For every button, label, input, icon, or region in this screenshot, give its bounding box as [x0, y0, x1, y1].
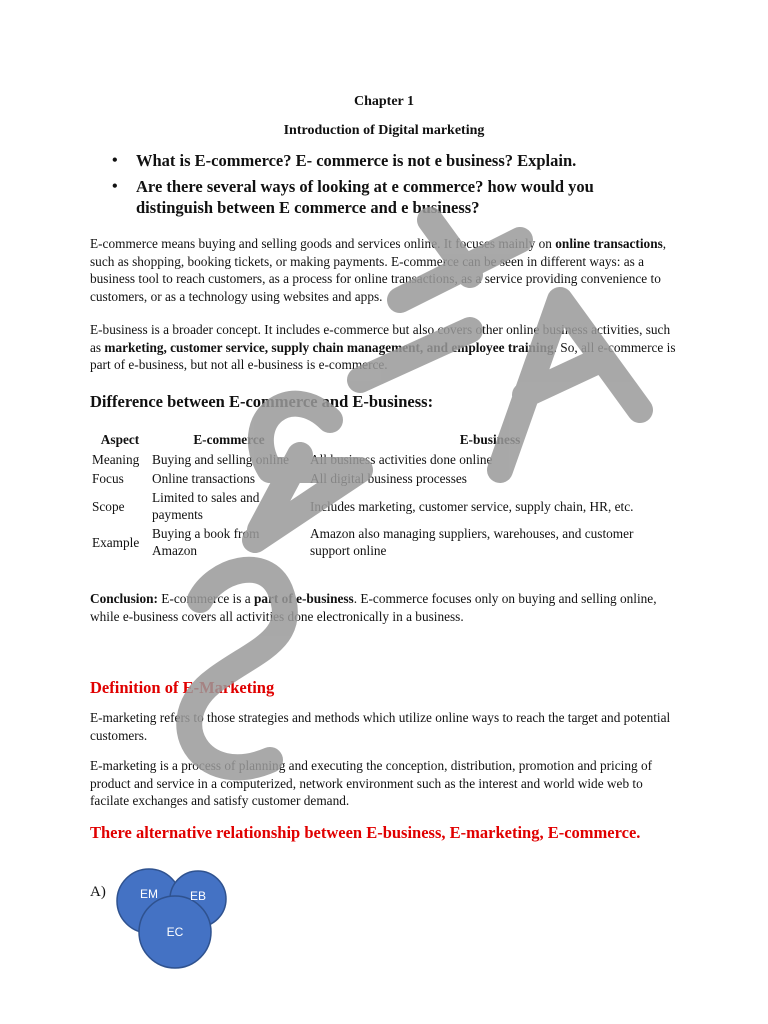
- table-row: [90, 450, 672, 469]
- table-header-cell: E-business: [459, 432, 521, 447]
- question-list: [110, 150, 670, 223]
- emarketing-heading: Definition of E-Marketing: [90, 678, 275, 697]
- table-header-row: [90, 430, 672, 450]
- table-cell: Amazon also managing suppliers, warehouses, and customer support online: [310, 526, 634, 558]
- ebusiness-paragraph: E-business is a broader concept. It includes e-commerce but also covers other online business activities, such as marketing, customer service, supply chain management, and employee training. So, all e-commerce is part of e-business, but not all e-business is e-commerce.: [90, 322, 676, 372]
- diagram-label: A): [90, 884, 106, 900]
- question-item: • What is E-commerce? E- commerce is not e business? Explain.: [112, 151, 577, 170]
- table-cell: Focus: [92, 471, 124, 486]
- comparison-table: [90, 430, 672, 560]
- question-item: • Are there several ways of looking at e commerce? how would you distinguish between E commerce and e business?: [112, 177, 594, 217]
- bullet-icon: •: [112, 152, 118, 169]
- em-circle-label: EM: [140, 887, 158, 901]
- table-header-cell: Aspect: [100, 432, 140, 447]
- bullet-icon: •: [112, 178, 118, 195]
- relationship-diagram: [108, 868, 268, 978]
- emarketing-paragraph-2: E-marketing is a process of planning and executing the conception, distribution, promotion and pricing of product and service in a computerized, network environment such as the interest and world wide web to facilate exchanges and satisfy customer demand.: [90, 758, 653, 808]
- table-cell: Meaning: [92, 452, 140, 467]
- eb-circle-label: EB: [189, 889, 207, 903]
- table-cell: Example: [92, 534, 140, 550]
- table-cell: Online transactions: [152, 471, 256, 486]
- table-cell: All business activities done online: [310, 452, 493, 467]
- table-cell: All digital business processes: [310, 471, 467, 486]
- ec-circle-label: EC: [166, 925, 184, 939]
- table-cell: Buying a book from Amazon: [152, 526, 260, 558]
- table-cell: Includes marketing, customer service, supply chain, HR, etc.: [310, 498, 634, 514]
- table-header-cell: E-commerce: [193, 432, 265, 447]
- table-row: [90, 488, 672, 524]
- conclusion-paragraph: Conclusion: E-commerce is a part of e-business. E-commerce focuses only on buying and selling online, while e-business covers all activities done electronically in a business.: [90, 591, 657, 624]
- table-cell: Buying and selling online: [152, 452, 290, 467]
- table-cell: Limited to sales and payments: [152, 490, 260, 522]
- table-row: [90, 524, 672, 560]
- chapter-title: Introduction of Digital marketing: [283, 123, 485, 138]
- difference-heading: Difference between E-commerce and E-business:: [90, 392, 434, 411]
- table-cell: Scope: [92, 498, 125, 514]
- chapter-label: Chapter 1: [353, 94, 415, 109]
- table-row: [90, 469, 672, 488]
- relationship-heading: There alternative relationship between E-business, E-marketing, E-commerce.: [90, 823, 641, 842]
- emarketing-paragraph-1: E-marketing refers to those strategies and methods which utilize online ways to reach the target and potential customers.: [90, 710, 671, 743]
- ecommerce-paragraph: E-commerce means buying and selling goods and services online. It focuses mainly on online transactions, such as shopping, booking tickets, or making payments. E-commerce can be seen in different ways: as a business tool to reach customers, as a process for online transactions, as a service providing convenience to customers, or as a technology using websites and apps.: [90, 236, 667, 304]
